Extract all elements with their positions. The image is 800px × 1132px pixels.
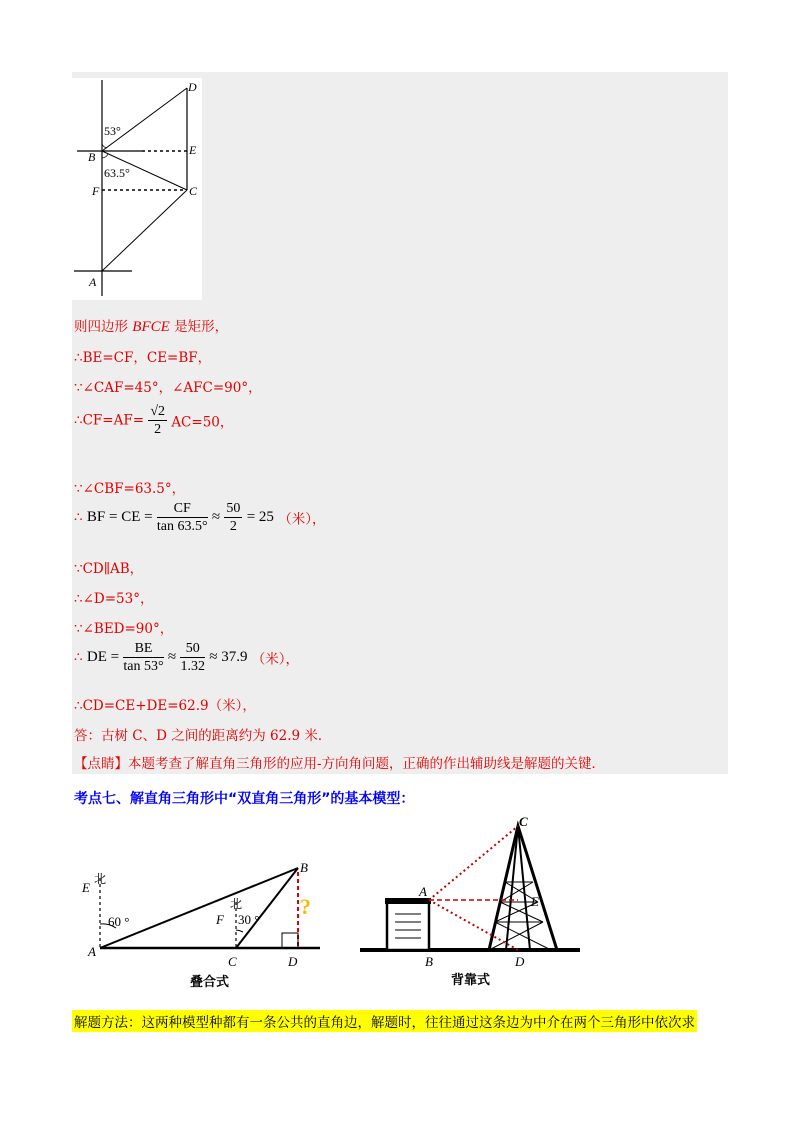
label-c: C — [519, 814, 528, 829]
fraction-numerator: √2 — [150, 404, 166, 419]
solution-line-4 — [74, 403, 233, 438]
solution-line-9: ∵∠BED=90°， — [74, 621, 174, 637]
caption-overlap: 叠合式 — [190, 974, 230, 989]
line-4-suffix: AC=50， — [171, 414, 234, 431]
line-4-prefix: ∴CF=AF= — [74, 412, 145, 429]
approx-sign: ≈ — [167, 649, 177, 665]
north-label-2: 北 — [230, 897, 243, 911]
label-c: C — [189, 184, 198, 198]
line-6-result: = 25 — [246, 509, 274, 525]
solution-line-10 — [74, 640, 299, 675]
fraction-denominator: tan 53° — [123, 659, 164, 674]
section-heading: 考点七、解直角三角形中“双直角三角形”的基本模型： — [74, 791, 415, 807]
solution-line-8: ∴∠D=53°， — [74, 591, 154, 607]
label-b: B — [425, 954, 433, 969]
line-1-prefix: 则四边形 — [74, 319, 133, 335]
fraction-50-over-1-32 — [180, 640, 205, 675]
angle-63-5-label: 63.5° — [104, 166, 130, 180]
label-f: F — [92, 184, 100, 198]
approx-sign: ≈ — [211, 509, 221, 525]
method-note: 解题方法：这两种模型种都有一条公共的直角边，解题时，往往通过这条边为中介在两个三角形中依次求 — [72, 1010, 697, 1032]
fraction-sqrt2-over-2 — [148, 403, 167, 438]
fraction-be-tan — [123, 640, 163, 675]
line-1-suffix: 是矩形， — [169, 319, 229, 335]
figure-3-back-to-back-model — [355, 812, 585, 990]
line-10-result: ≈ 37.9 — [209, 649, 248, 665]
solution-line-2: ∴BE=CF，CE=BF， — [74, 350, 212, 366]
label-d: D — [288, 954, 298, 969]
line-6-unit: （米）， — [278, 511, 326, 528]
fraction-cf-tan — [157, 500, 208, 535]
label-e: E — [531, 894, 539, 909]
angle-60-label: 60 ° — [108, 914, 130, 929]
solution-line-11: ∴CD=CE+DE=62.9（米）， — [74, 698, 256, 714]
figure-1-diagram — [72, 78, 202, 300]
north-label-1: 北 — [94, 872, 107, 886]
comment-line: 【点睛】本题考查了解直角三角形的应用-方向角问题，正确的作出辅助线是解题的关键． — [74, 756, 606, 772]
fraction-numerator: 50 — [226, 501, 241, 516]
angle-30-label: 30 ° — [238, 912, 260, 927]
question-mark: ? — [300, 894, 311, 919]
label-b: B — [300, 860, 308, 875]
solution-line-5: ∵∠CBF=63.5°， — [74, 481, 186, 497]
fraction-50-over-2 — [224, 500, 242, 535]
solution-line-6 — [74, 500, 325, 535]
figure-1 — [72, 78, 202, 300]
label-e: E — [189, 143, 197, 157]
fraction-denominator: 2 — [154, 422, 162, 437]
line-10-prefix: ∴ — [74, 649, 83, 666]
label-f: F — [216, 912, 224, 927]
label-e: E — [82, 880, 90, 895]
line-1-variable: BFCE — [132, 319, 170, 335]
solution-line-3: ∵∠CAF=45°，∠AFC=90°， — [74, 380, 262, 396]
label-d: D — [188, 80, 197, 94]
solution-line-1 — [74, 315, 228, 336]
fraction-numerator: CF — [157, 500, 208, 518]
label-c: C — [228, 954, 237, 969]
answer-line: 答：古树 C、D 之间的距离约为 62.9 米． — [74, 728, 332, 744]
line-6-lhs: BF = CE = — [86, 509, 153, 525]
label-a: A — [88, 944, 96, 959]
label-a: A — [89, 275, 97, 289]
line-10-lhs: DE = — [86, 649, 120, 665]
line-6-prefix: ∴ — [74, 509, 83, 526]
angle-53-label: 53° — [104, 124, 121, 138]
fraction-numerator: 50 — [180, 640, 205, 658]
label-b: B — [88, 150, 96, 164]
line-10-unit: （米）， — [251, 651, 300, 668]
fraction-denominator: 1.32 — [180, 659, 205, 674]
label-d: D — [515, 954, 525, 969]
label-a: A — [419, 884, 427, 899]
caption-back-to-back: 背靠式 — [451, 972, 491, 987]
fraction-denominator: tan 63.5° — [156, 519, 208, 534]
fraction-numerator: BE — [123, 640, 163, 658]
figure-2-overlap-model — [72, 850, 332, 990]
solution-line-7: ∵CD∥AB， — [74, 561, 144, 577]
fraction-denominator: 2 — [229, 519, 237, 534]
